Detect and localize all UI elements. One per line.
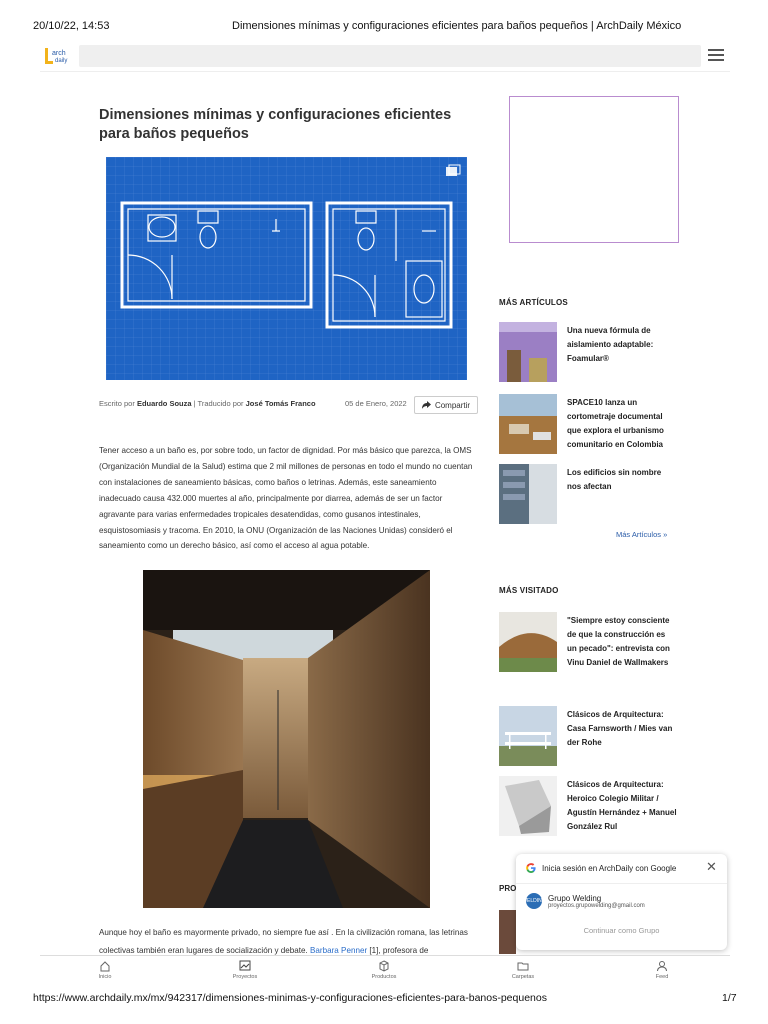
avatar: WELDING <box>526 893 542 909</box>
more-articles-link[interactable]: Más Artículos » <box>616 530 668 539</box>
google-g-icon <box>526 863 536 873</box>
article-date: 05 de Enero, 2022 <box>345 399 407 408</box>
print-title: Dimensiones mínimas y configuraciones eficientes para baños pequeños | ArchDaily México <box>232 20 682 32</box>
top-bar <box>40 42 730 72</box>
nav-products[interactable]: Productos <box>364 960 404 980</box>
translator-link[interactable]: José Tomás Franco <box>245 399 316 408</box>
products-icon <box>378 960 390 972</box>
nav-home[interactable]: Inicio <box>85 960 125 980</box>
article-paragraph: Aunque hoy el baño es mayormente privado, no siempre fue así . En la civilización romana, las letrinas colectivas también eran lugares de socialización y debate. Barbara Penner [1], profesora de <box>99 928 468 955</box>
ad-slot[interactable] <box>509 96 679 243</box>
print-page-number: 1/7 <box>722 992 737 1004</box>
list-item[interactable]: Una nueva fórmula de aislamiento adaptable: Foamular® <box>499 322 679 384</box>
nav-folders[interactable]: Carpetas <box>503 960 543 980</box>
article-photo-bathroom[interactable] <box>143 570 430 908</box>
article-thumbnail[interactable] <box>499 776 557 836</box>
folder-icon <box>517 960 529 972</box>
article-byline: Escrito por Eduardo Souza | Traducido por José Tomás Franco 05 de Enero, 2022 <box>99 399 407 408</box>
pro-heading: PRO <box>499 884 517 893</box>
print-url: https://www.archdaily.mx/mx/942317/dimensiones-minimas-y-configuraciones-eficientes-para-banos-pequenos <box>33 992 547 1004</box>
article-title: Dimensiones mínimas y configuraciones eficientes para baños pequeños <box>99 107 452 142</box>
list-item[interactable]: SPACE10 lanza un cortometraje documental que explora el urbanismo comunitario en Colombia <box>499 394 679 456</box>
google-signin-popup <box>516 854 727 950</box>
popup-title: Inicia sesión en ArchDaily con Google <box>542 863 677 873</box>
user-icon <box>656 960 668 972</box>
article-thumbnail[interactable] <box>499 322 557 382</box>
barbara-penner-link[interactable]: Barbara Penner <box>310 946 368 955</box>
nav-feed[interactable]: Feed <box>642 960 682 980</box>
share-button[interactable]: Compartir <box>414 396 478 414</box>
article-thumbnail[interactable] <box>499 394 557 454</box>
print-header <box>0 20 768 34</box>
bottom-navigation <box>40 955 730 983</box>
account-name: Grupo Welding <box>548 893 602 903</box>
author-link[interactable]: Eduardo Souza <box>136 399 192 408</box>
list-item[interactable]: Clásicos de Arquitectura: Casa Farnsworth / Mies van der Rohe <box>499 706 679 768</box>
share-arrow-icon <box>422 401 431 409</box>
home-icon <box>99 960 111 972</box>
projects-icon <box>239 960 251 972</box>
list-item[interactable]: Clásicos de Arquitectura: Heroico Colegio Militar / Agustín Hernández + Manuel González Rul <box>499 776 679 838</box>
print-datetime: 20/10/22, 14:53 <box>33 20 110 32</box>
svg-text:daily: daily <box>55 58 68 64</box>
list-item[interactable]: "Siempre estoy consciente de que la construcción es un pecado": entrevista con Vinu Daniel de Wallmakers <box>499 612 679 674</box>
svg-text:arch: arch <box>52 50 66 57</box>
list-item[interactable]: Los edificios sin nombre nos afectan <box>499 464 679 526</box>
most-visited-heading: MÁS VISITADO <box>499 586 559 595</box>
hero-image-blueprint[interactable] <box>106 157 467 380</box>
account-email: proyectos.grupowelding@gmail.com <box>548 902 645 909</box>
hamburger-menu-icon[interactable] <box>708 49 724 63</box>
nav-projects[interactable]: Proyectos <box>225 960 265 980</box>
more-articles-heading: MÁS ARTÍCULOS <box>499 298 568 307</box>
search-bar[interactable] <box>79 45 701 67</box>
article-paragraph: Tener acceso a un baño es, por sobre todo, un factor de dignidad. Por más básico que parezca, la OMS (Organización Mundial de la Salud) estima que 2 mil millones de personas en todo el mundo no cuentan con instalaciones de saneamiento básicas, como baños o letrinas. Además, este saneamiento inadecuado causa 432.000 muertes al año, principalmente por diarrea, además de ser un factor agravante para varias enfermedades tropicales desatendidas, como gusanos intestinales, esquistosomiasis y tracoma. En 2010, la ONU (Organización de las Naciones Unidas) consideró el saneamiento como un derecho básico, así como el acceso al agua potable. <box>99 446 473 551</box>
google-account-row[interactable] <box>522 893 645 909</box>
article-thumbnail[interactable] <box>499 612 557 672</box>
article-thumbnail[interactable] <box>499 464 557 524</box>
close-icon[interactable]: ✕ <box>706 859 717 874</box>
article-thumbnail[interactable] <box>499 706 557 766</box>
continue-button[interactable]: Continuar como Grupo <box>583 926 660 935</box>
pro-thumbnail[interactable] <box>499 910 516 954</box>
print-footer <box>0 992 768 1006</box>
archdaily-logo[interactable] <box>44 45 74 67</box>
